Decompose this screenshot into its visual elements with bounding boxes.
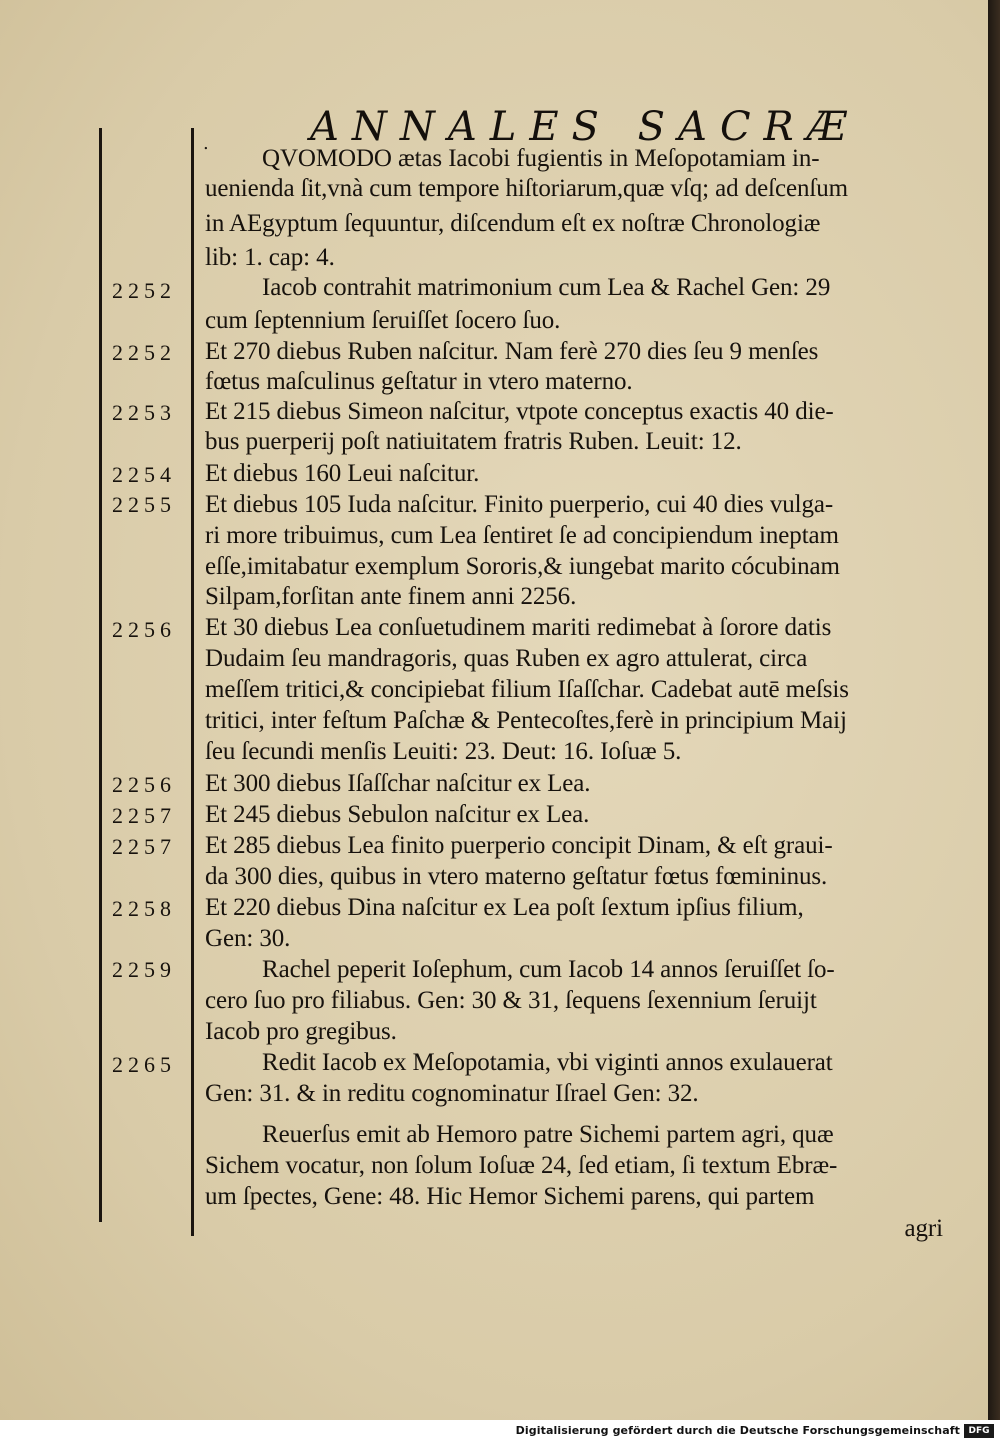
- text-line: um ſpectes, Gene: 48. Hic Hemor Sichemi parens, qui partem: [205, 1183, 815, 1210]
- text-line: Et diebus 105 Iuda naſcitur. Finito puerperio, cui 40 dies vulga-: [205, 491, 834, 518]
- margin-year: 2258: [112, 896, 176, 921]
- text-line: lib: 1. cap: 4.: [205, 244, 335, 271]
- text-line: tritici, inter feſtum Paſchæ & Pentecoſtes,ferè in principium Maij: [205, 707, 847, 734]
- text-line: Et 30 diebus Lea conſuetudinem mariti redimebat à ſorore datis: [205, 614, 832, 641]
- text-line: Rachel peperit Ioſephum, cum Iacob 14 annos ſeruiſſet ſo-: [262, 956, 835, 983]
- text-line: Et 270 diebus Ruben naſcitur. Nam ferè 270 dies ſeu 9 menſes: [205, 338, 819, 365]
- margin-year: 2254: [112, 462, 176, 487]
- margin-year: 2255: [112, 492, 176, 517]
- header-dot: .: [203, 133, 209, 154]
- margin-year: 2265: [112, 1052, 176, 1077]
- text-line: Iacob pro gregibus.: [205, 1018, 397, 1045]
- margin-rule-left: [99, 128, 102, 1222]
- margin-year: 2257: [112, 834, 176, 859]
- margin-year: 2259: [112, 957, 176, 982]
- text-line: Et 215 diebus Simeon naſcitur, vtpote conceptus exactis 40 die-: [205, 398, 834, 425]
- margin-year: 2256: [112, 772, 176, 797]
- margin-year: 2253: [112, 400, 176, 425]
- text-line: Iacob contrahit matrimonium cum Lea & Rachel Gen: 29: [262, 274, 831, 301]
- page-edge-shadow: [988, 0, 1000, 1420]
- text-line: Reuerſus emit ab Hemoro patre Sichemi partem agri, quæ: [262, 1121, 834, 1148]
- text-line: Et diebus 160 Leui naſcitur.: [205, 460, 480, 487]
- dfg-logo: DFG: [964, 1424, 994, 1438]
- text-line: QVOMODO ætas Iacobi fugientis in Meſopotamiam in-: [262, 145, 820, 172]
- digitization-credit: Digitalisierung gefördert durch die Deutsche Forschungsgemeinschaft: [515, 1424, 960, 1437]
- margin-year: 2252: [112, 278, 176, 303]
- text-line: ri more tribuimus, cum Lea ſentiret ſe ad concipiendum ineptam: [205, 522, 839, 549]
- margin-year: 2256: [112, 617, 176, 642]
- text-line: Silpam,forſitan ante finem anni 2256.: [205, 583, 577, 610]
- text-line: in AEgyptum ſequuntur, diſcendum eſt ex noſtræ Chronologiæ: [205, 210, 821, 237]
- text-line: Et 245 diebus Sebulon naſcitur ex Lea.: [205, 801, 590, 828]
- text-line: cum ſeptennium ſeruiſſet ſocero ſuo.: [205, 307, 561, 334]
- text-line: Et 285 diebus Lea finito puerperio concipit Dinam, & eſt graui-: [205, 832, 833, 859]
- text-line: ſeu ſecundi menſis Leuiti: 23. Deut: 16. Ioſuæ 5.: [205, 738, 682, 765]
- text-line: Et 220 diebus Dina naſcitur ex Lea poſt ſextum ipſius filium,: [205, 894, 804, 921]
- text-line: bus puerperij poſt natiuitatem fratris Ruben. Leuit: 12.: [205, 428, 742, 455]
- text-line: Redit Iacob ex Meſopotamia, vbi viginti annos exulauerat: [262, 1049, 833, 1076]
- text-line: Gen: 30.: [205, 925, 291, 952]
- text-line: eſſe,imitabatur exemplum Sororis,& iungebat marito cócubinam: [205, 553, 840, 580]
- text-line: uenienda ſit,vnà cum tempore hiſtoriarum,quæ vſq; ad deſcenſum: [205, 175, 848, 202]
- margin-year: 2257: [112, 803, 176, 828]
- text-line: meſſem tritici,& concipiebat filium Iſaſſchar. Cadebat autē meſsis: [205, 676, 849, 703]
- text-line: da 300 dies, quibus in vtero materno geſtatur fœtus fœmininus.: [205, 863, 828, 890]
- running-head: ANNALES SACRÆ: [310, 104, 860, 150]
- catchword: agri: [904, 1215, 943, 1242]
- text-line: cero ſuo pro filiabus. Gen: 30 & 31, ſequens ſexennium ſeruijt: [205, 987, 817, 1014]
- text-line: fœtus maſculinus geſtatur in vtero materno.: [205, 368, 633, 395]
- text-line: Dudaim ſeu mandragoris, quas Ruben ex agro attulerat, circa: [205, 645, 808, 672]
- text-line: Et 300 diebus Iſaſſchar naſcitur ex Lea.: [205, 770, 591, 797]
- text-line: Sichem vocatur, non ſolum Ioſuæ 24, ſed etiam, ſi textum Ebræ-: [205, 1152, 838, 1179]
- text-line: Gen: 31. & in reditu cognominatur Iſrael Gen: 32.: [205, 1080, 699, 1107]
- margin-year: 2252: [112, 340, 176, 365]
